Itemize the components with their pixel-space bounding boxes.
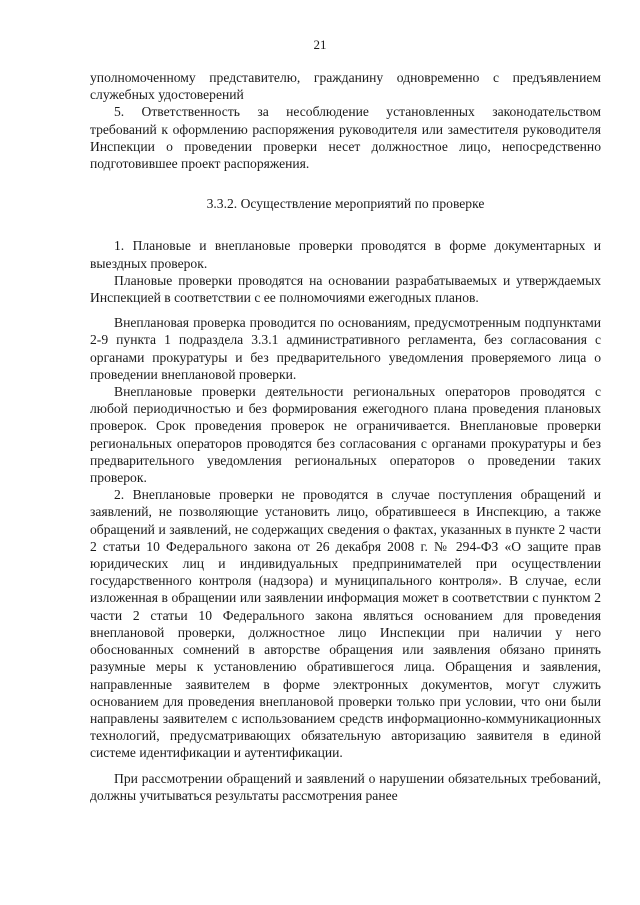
- paragraph-planned-checks: Плановые проверки проводятся на основании разрабатываемых и утверждаемых Инспекцией в соответствии с ее полномочиями ежегодных планов.: [90, 272, 601, 306]
- page-number: 21: [313, 37, 327, 52]
- paragraph-continuation: уполномоченному представителю, гражданину одновременно с предъявлением служебных удостоверений: [90, 70, 601, 103]
- section-heading: 3.3.2. Осуществление мероприятий по проверке: [206, 196, 485, 212]
- document-body: [90, 69, 601, 804]
- paragraph-consideration: При рассмотрении обращений и заявлений о нарушении обязательных требований, должны учитываться результаты рассмотрения ранее: [90, 770, 601, 803]
- paragraph-unplanned-check: Внеплановая проверка проводится по основаниям, предусмотренным подпунктами 2-9 пункта 1 подраздела 3.3.1 административного регламента, без согласования с органами прокуратуры и без предварительного уведомления проверяемого лица о проведении внеплановой проверки.: [90, 315, 601, 382]
- paragraph-item-2: 2. Внеплановые проверки не проводятся в случае поступления обращений и заявлений, не позволяющие установить лицо, обратившееся в Инспекцию, а также обращений и заявлений, не содержащих сведения о фактах, указанных в пункте 2 части 2 статьи 10 Федерального закона от 26 декабря 2008 г. № 294-ФЗ «О защите прав юридических лиц и индивидуальных предпринимателей при осуществлении государственного контроля (надзора) и муниципального контроля». В случае, если изложенная в обращении или заявлении информация может в соответствии с пунктом 2 части 2 статьи 10 Федерального закона являться основанием для проведения внеплановой проверки, должностное лицо Инспекции при наличии у него обоснованных сомнений в авторстве обращения или заявления обязано принять разумные меры к установлению обратившегося лица. Обращения и заявления, направленные заявителем в форме электронных документов, могут служить основанием для проведения внеплановой проверки только при условии, что они были направлены заявителем с использованием средств информационно-коммуникационных технологий, предусматривающих обязательную авторизацию заявителя в единой системе идентификации и аутентификации.: [90, 487, 601, 761]
- paragraph-regional-operators: Внеплановые проверки деятельности региональных операторов проводятся с любой периодичностью и без формирования ежегодного плана проведения плановых проверок. Срок проведения проверок не ограничивается. Внеплановые проверки региональных операторов проводятся без согласования с органами прокуратуры и без предварительного уведомления региональных операторов о проведении таких проверок.: [90, 384, 601, 486]
- paragraph-item-5: 5. Ответственность за несоблюдение установленных законодательством требований к оформлению распоряжения руководителя или заместителя руководителя Инспекции о проведении проверки несет должностное лицо, непосредственно подготовившее проект распоряжения.: [90, 104, 601, 172]
- paragraph-item-1: 1. Плановые и внеплановые проверки проводятся в форме документарных и выездных проверок.: [90, 238, 601, 271]
